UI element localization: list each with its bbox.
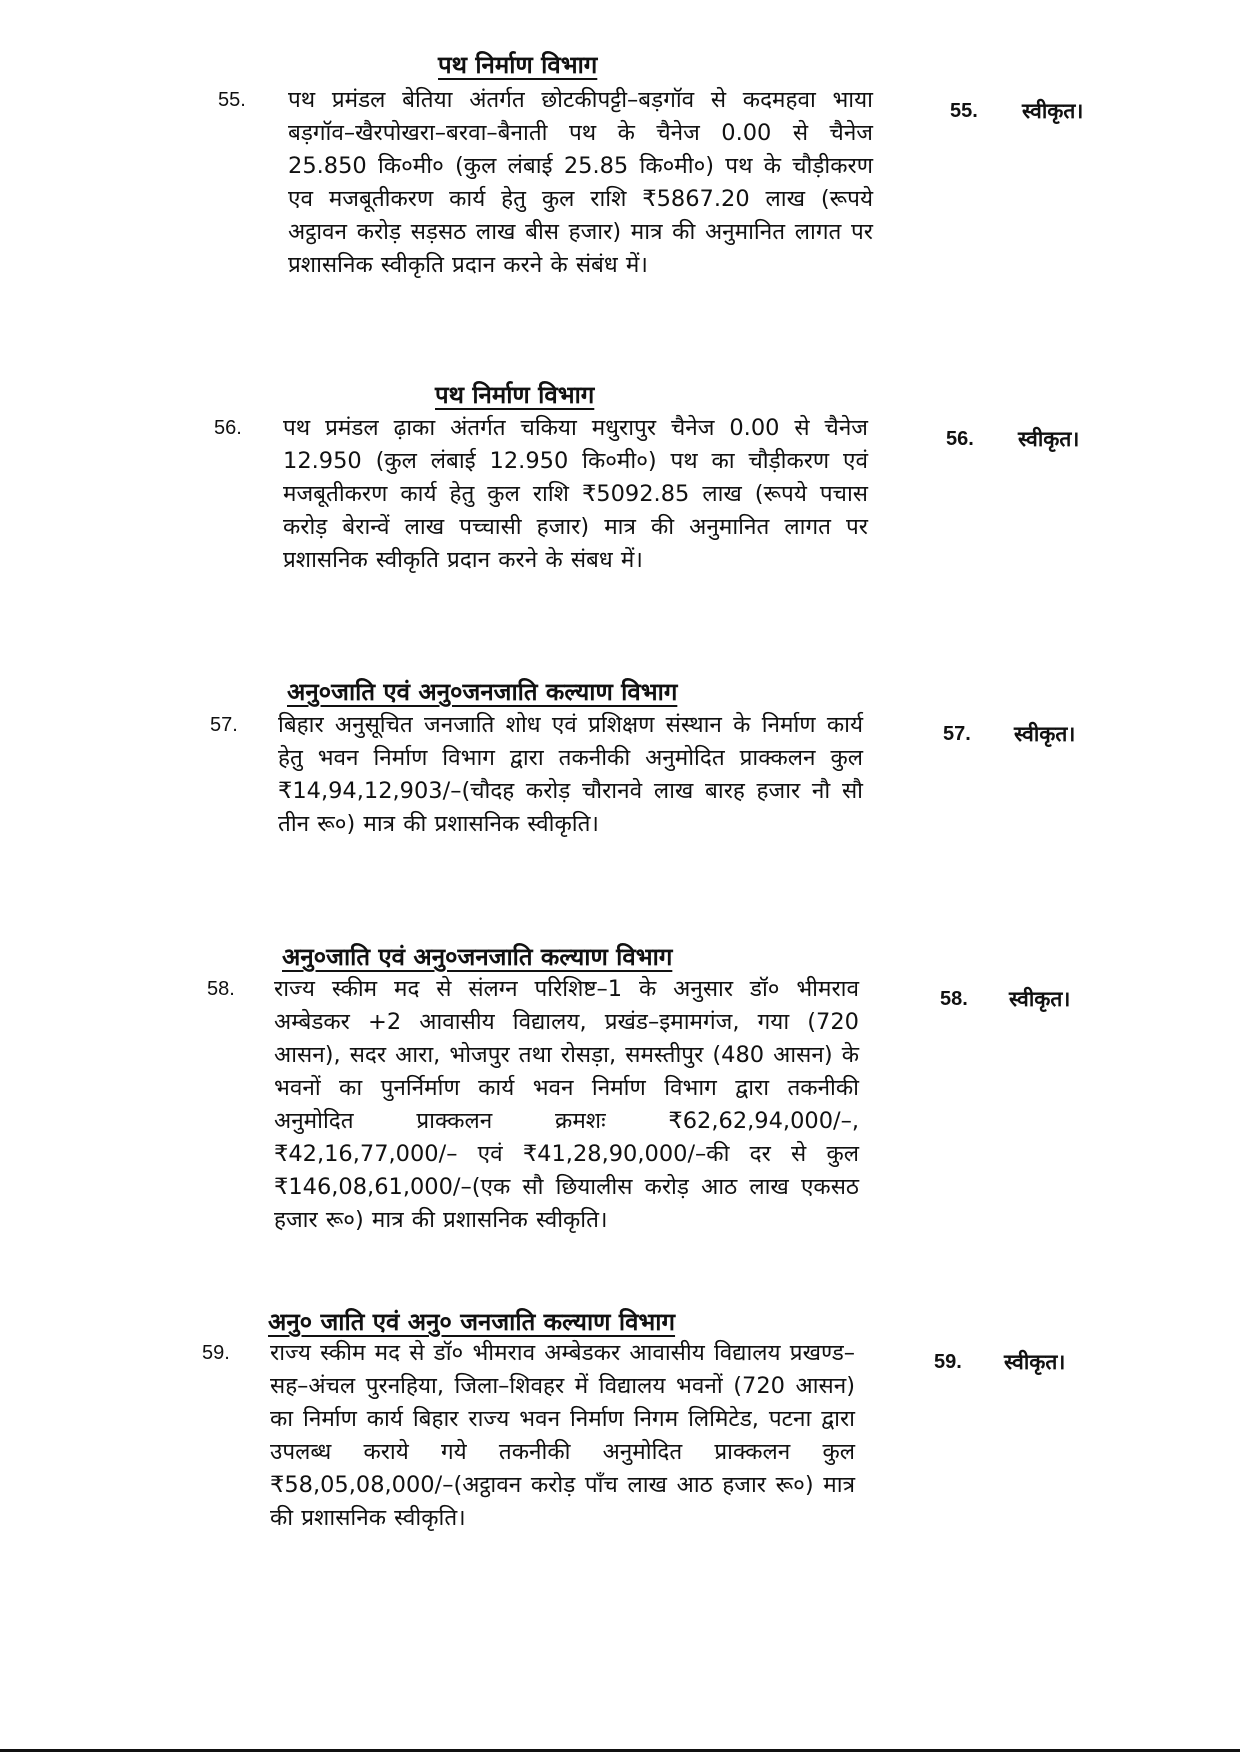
department-heading: अनु० जाति एवं अनु० जनजाति कल्याण विभाग xyxy=(268,1308,676,1336)
item-number: 59. xyxy=(202,1342,230,1364)
item-description: बिहार अनुसूचित जनजाति शोध एवं प्रशिक्षण संस्थान के निर्माण कार्य हेतु भवन निर्माण विभाग द्वारा तकनीकी अनुमोदित प्राक्कलन कुल ₹14,94,12,903/–(चौदह करोड़ चौरानवे लाख बारह हजार नौ सौ तीन रू०) मात्र की प्रशासनिक स्वीकृति। xyxy=(278,712,863,837)
status-label: स्वीकृत। xyxy=(1004,1350,1066,1374)
department-heading: पथ निर्माण विभाग xyxy=(435,381,595,409)
status-label: स्वीकृत। xyxy=(1022,99,1084,123)
status-number: 58. xyxy=(940,988,968,1010)
item-number: 55. xyxy=(218,89,246,111)
page-bottom-rule xyxy=(0,1749,1240,1752)
status-number: 55. xyxy=(950,100,978,122)
item-number: 56. xyxy=(214,417,242,439)
item-description: पथ प्रमंडल बेतिया अंतर्गत छोटकीपट्टी–बड़गॉव से कदमहवा भाया बड़गॉव–खैरपोखरा–बरवा–बैनाती पथ के चैनेज 0.00 से चैनेज 25.850 कि०मी० (कुल लंबाई 25.85 कि०मी०) पथ के चौड़ीकरण एव मजबूतीकरण कार्य हेतु कुल राशि ₹5867.20 लाख (रूपये अट्ठावन करोड़ सड़सठ लाख बीस हजार) मात्र की अनुमानित लागत पर प्रशासनिक स्वीकृति प्रदान करने के संबंध में। xyxy=(288,87,873,278)
status-number: 56. xyxy=(946,428,974,450)
department-heading: अनु०जाति एवं अनु०जनजाति कल्याण विभाग xyxy=(282,943,673,971)
item-description: राज्य स्कीम मद से डॉ० भीमराव अम्बेडकर आवासीय विद्यालय प्रखण्ड–सह–अंचल पुरनहिया, जिला–शिवहर में विद्यालय भवनों (720 आसन) का निर्माण कार्य बिहार राज्य भवन निर्माण निगम लिमिटेड, पटना द्वारा उपलब्ध कराये गये तकनीकी अनुमोदित प्राक्कलन कुल ₹58,05,08,000/–(अट्ठावन करोड़ पॉंच लाख आठ हजार रू०) मात्र की प्रशासनिक स्वीकृति। xyxy=(270,1340,855,1531)
status-number: 59. xyxy=(934,1351,962,1373)
item-description: राज्य स्कीम मद से संलग्न परिशिष्ट–1 के अनुसार डॉ० भीमराव अम्बेडकर +2 आवासीय विद्यालय, प्रखंड–इमामगंज, गया (720 आसन), सदर आरा, भोजपुर तथा रोसड़ा, समस्तीपुर (480 आसन) के भवनों का पुनर्निर्माण कार्य भवन निर्माण विभाग द्वारा तकनीकी अनुमोदित प्राक्कलन क्रमशः ₹62,62,94,000/–, ₹42,16,77,000/– एवं ₹41,28,90,000/–की दर से कुल ₹146,08,61,000/–(एक सौ छियालीस करोड़ आठ लाख एकसठ हजार रू०) मात्र की प्रशासनिक स्वीकृति। xyxy=(274,976,859,1233)
status-number: 57. xyxy=(943,723,971,745)
status-label: स्वीकृत। xyxy=(1009,987,1071,1011)
status-label: स्वीकृत। xyxy=(1018,427,1080,451)
department-heading: अनु०जाति एवं अनु०जनजाति कल्याण विभाग xyxy=(287,678,678,706)
department-heading: पथ निर्माण विभाग xyxy=(438,51,598,79)
status-label: स्वीकृत। xyxy=(1014,722,1076,746)
item-number: 58. xyxy=(207,978,235,1000)
item-number: 57. xyxy=(210,714,238,736)
item-description: पथ प्रमंडल ढ़ाका अंतर्गत चकिया मधुरापुर चैनेज 0.00 से चैनेज 12.950 (कुल लंबाई 12.950 कि०मी०) पथ का चौड़ीकरण एवं मजबूतीकरण कार्य हेतु कुल राशि ₹5092.85 लाख (रूपये पचास करोड़ बेरान्वें लाख पच्चासी हजार) मात्र की अनुमानित लागत पर प्रशासनिक स्वीकृति प्रदान करने के संबध में। xyxy=(283,415,868,573)
